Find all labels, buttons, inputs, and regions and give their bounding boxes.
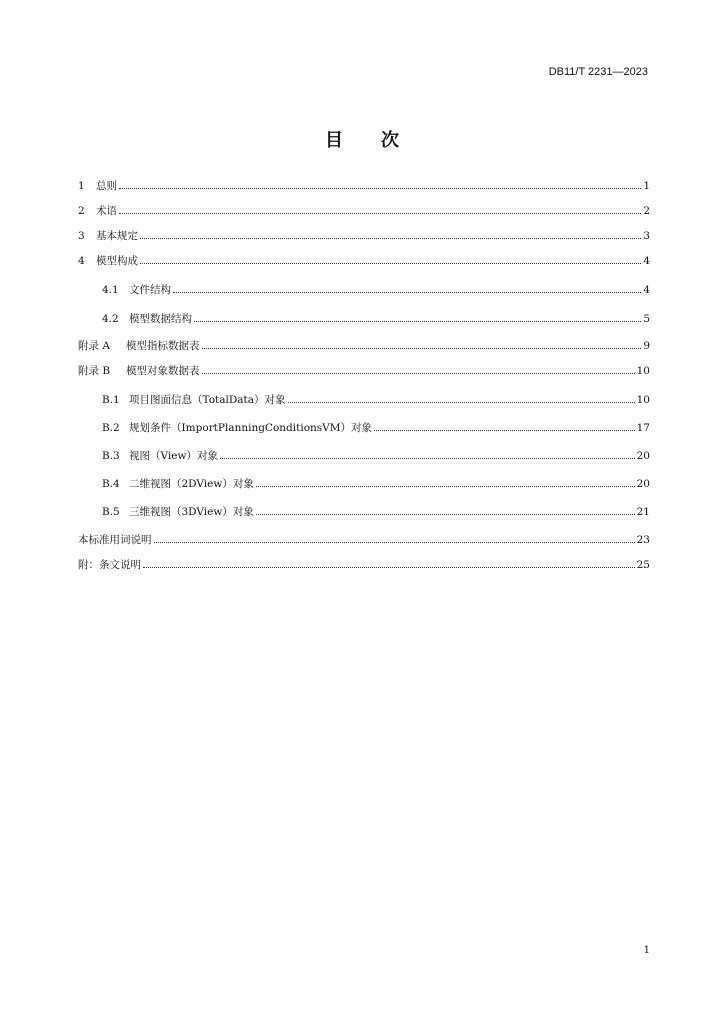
toc-label: 本标准用词说明 — [78, 534, 152, 546]
title-char-1: 目 — [325, 130, 343, 151]
toc-page: 25 — [636, 559, 650, 571]
toc-number: 2 — [78, 205, 85, 217]
toc-label: 规划条件（ImportPlanningConditionsVM）对象 — [129, 422, 373, 434]
dot-leader — [119, 187, 641, 189]
toc-label: 二维视图（2DView）对象 — [129, 478, 254, 490]
toc-label: 总则 — [96, 180, 117, 192]
toc-entry[interactable] — [78, 204, 650, 218]
toc-number: 4.2 — [102, 313, 119, 325]
toc-entry[interactable] — [102, 449, 650, 463]
toc-label: 模型数据结构 — [129, 313, 192, 325]
toc-page: 2 — [643, 205, 650, 217]
toc-label: 附：条文说明 — [78, 559, 141, 571]
toc-label: 基本规定 — [96, 230, 138, 242]
dot-leader — [119, 212, 641, 214]
toc-number: B.1 — [102, 394, 120, 406]
toc-label: 模型对象数据表 — [126, 365, 200, 377]
dot-leader — [374, 429, 635, 431]
toc-label: 三维视图（3DView）对象 — [129, 506, 254, 518]
toc-page: 23 — [636, 534, 650, 546]
toc-page: 1 — [643, 180, 650, 192]
toc-label: 术语 — [96, 205, 117, 217]
toc-entry[interactable] — [102, 421, 650, 435]
toc-entry[interactable] — [102, 477, 650, 491]
toc-entry[interactable] — [102, 283, 650, 297]
dot-leader — [202, 372, 635, 374]
dot-leader — [256, 485, 635, 487]
toc-page: 4 — [643, 284, 650, 296]
title-char-2: 次 — [381, 130, 399, 151]
dot-leader — [256, 513, 635, 515]
toc-entry[interactable] — [78, 364, 650, 378]
toc-entry[interactable] — [78, 254, 650, 268]
toc-label: 项目图面信息（TotalData）对象 — [129, 394, 286, 406]
toc-page: 10 — [636, 365, 650, 377]
toc-number: 1 — [78, 180, 85, 192]
toc-number: B.5 — [102, 506, 120, 518]
toc-label: 模型指标数据表 — [126, 340, 200, 352]
toc-label: 模型构成 — [96, 255, 138, 267]
dot-leader — [140, 237, 641, 239]
toc-page: 9 — [643, 340, 650, 352]
toc-number: 4 — [78, 255, 85, 267]
dot-leader — [220, 457, 635, 459]
toc-page: 5 — [643, 313, 650, 325]
toc-label: 文件结构 — [129, 284, 171, 296]
dot-leader — [288, 401, 635, 403]
toc-entry[interactable] — [78, 533, 650, 547]
toc-number: 4.1 — [102, 284, 119, 296]
toc-entry[interactable] — [78, 179, 650, 193]
toc-number: B.2 — [102, 422, 120, 434]
dot-leader — [143, 566, 635, 568]
toc-entry[interactable] — [102, 312, 650, 326]
toc-page: 10 — [636, 394, 650, 406]
toc-entry[interactable] — [102, 505, 650, 519]
toc-number: B.3 — [102, 450, 120, 462]
table-of-contents — [78, 0, 650, 600]
toc-entry[interactable] — [102, 393, 650, 407]
toc-number: 附录 A — [78, 340, 110, 352]
dot-leader — [173, 291, 641, 293]
dot-leader — [202, 347, 642, 349]
toc-page: 20 — [636, 478, 650, 490]
toc-page: 4 — [643, 255, 650, 267]
dot-leader — [194, 320, 641, 322]
toc-entry[interactable] — [78, 558, 650, 572]
toc-number: 附录 B — [78, 365, 111, 377]
page-number: 1 — [643, 945, 650, 956]
dot-leader — [154, 541, 635, 543]
dot-leader — [140, 262, 641, 264]
toc-entry[interactable] — [78, 339, 650, 353]
toc-page: 17 — [636, 422, 650, 434]
toc-entry[interactable] — [78, 229, 650, 243]
toc-label: 视图（View）对象 — [129, 450, 218, 462]
toc-page: 21 — [636, 506, 650, 518]
toc-number: 3 — [78, 230, 85, 242]
toc-number: B.4 — [102, 478, 120, 490]
standard-code: DB11/T 2231—2023 — [548, 66, 648, 78]
toc-page: 3 — [643, 230, 650, 242]
toc-page: 20 — [636, 450, 650, 462]
